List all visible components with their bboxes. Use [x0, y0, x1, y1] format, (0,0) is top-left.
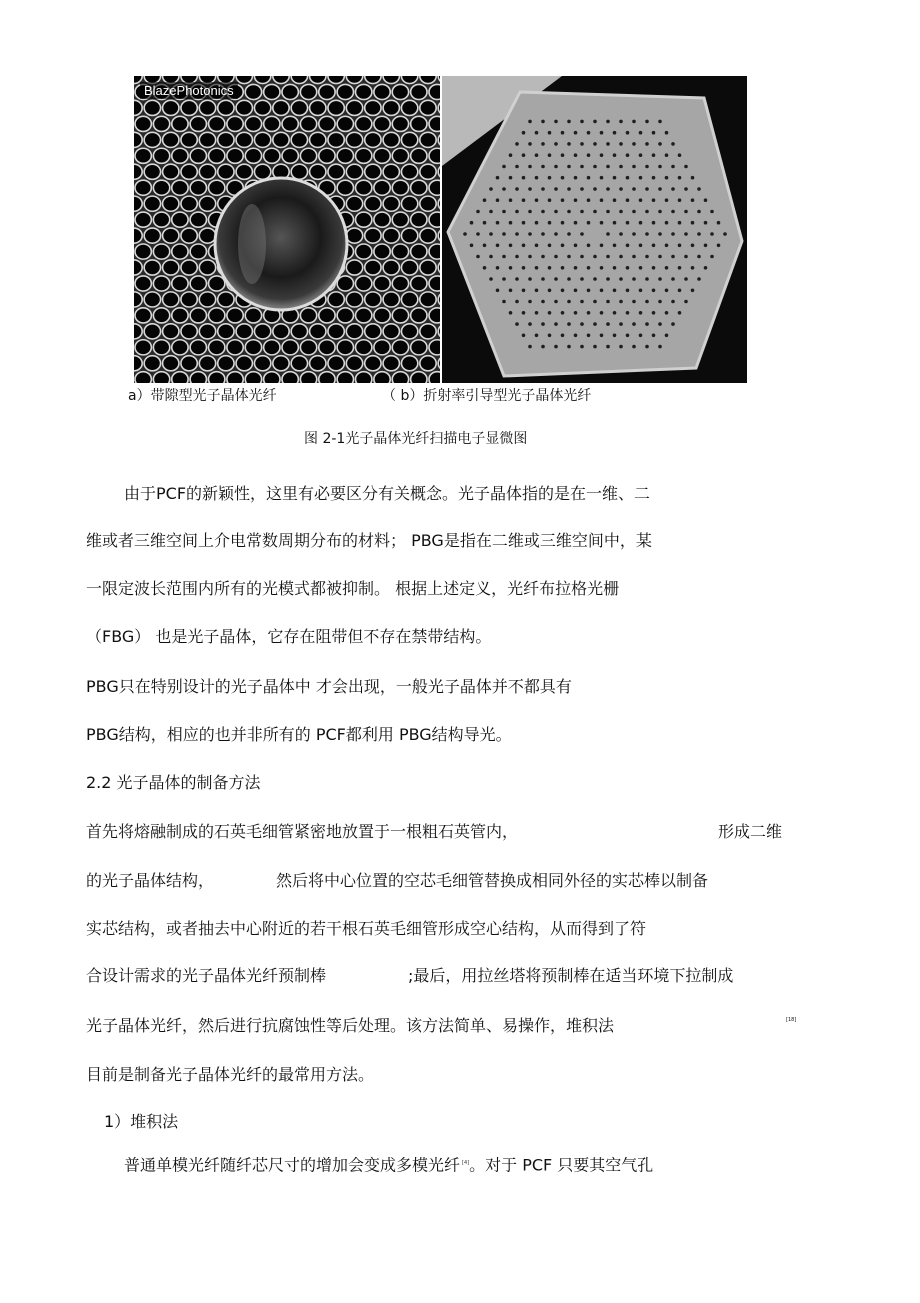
hexagonal-fiber-image	[442, 76, 747, 383]
list-item: 1）堆积法	[104, 1112, 179, 1131]
paragraph-line: 实芯结构，或者抽去中心附近的若干根石英毛细管形成空心结构，从而得到了符	[86, 919, 647, 938]
paragraph-line: 光子晶体光纤，然后进行抗腐蚀性等后处理。该方法简单、易操作，堆积法	[86, 1016, 615, 1035]
citation-ref: [18]	[786, 1017, 797, 1023]
paragraph-text: 普通单模光纤随纤芯尺寸的增加会变成多模光纤	[124, 1155, 461, 1175]
paragraph-line: 首先将熔融制成的石英毛细管紧密地放置于一根粗石英管内，	[86, 822, 519, 841]
watermark-label: BlazePhotonics	[140, 82, 238, 99]
honeycomb-image	[134, 76, 440, 383]
paragraph-line: 然后将中心位置的空芯毛细管替换成相同外径的实芯棒以制备	[276, 871, 709, 890]
paragraph-line: 由于PCF的新颖性，这里有必要区分有关概念。光子晶体指的是在一维、二	[124, 484, 651, 503]
paragraph-line: PBG结构，相应的也并非所有的 PCF都利用 PBG结构导光。	[86, 725, 512, 744]
paragraph-line: 维或者三维空间上介电常数周期分布的材料； PBG是指在二维或三维空间中，某	[86, 531, 652, 550]
paragraph-line: 的光子晶体结构，	[86, 871, 215, 890]
paragraph-line: 一限定波长范围内所有的光模式都被抑制。 根据上述定义，光纤布拉格光栅	[86, 579, 620, 598]
paragraph-line: 合设计需求的光子晶体光纤预制棒	[86, 966, 327, 985]
paragraph-line	[124, 1153, 653, 1175]
figure-a-bandgap-micrograph	[134, 76, 440, 383]
figure-caption: 图 2-1光子晶体光纤扫描电子显微图	[304, 431, 528, 447]
subcaption-a: a）带隙型光子晶体光纤	[128, 388, 277, 404]
paragraph-line: 形成二维	[718, 822, 783, 841]
paragraph-line: 目前是制备光子晶体光纤的最常用方法。	[86, 1065, 375, 1084]
figure-b-index-guiding-micrograph	[442, 76, 747, 383]
subcaption-b: （ b）折射率引导型光子晶体光纤	[382, 388, 592, 404]
section-heading: 2.2 光子晶体的制备方法	[86, 773, 261, 792]
paragraph-line: ;最后，用拉丝塔将预制棒在适当环境下拉制成	[408, 966, 734, 985]
paragraph-line: （FBG） 也是光子晶体，它存在阻带但不存在禁带结构。	[86, 627, 492, 646]
paragraph-text: 。对于 PCF 只要其空气孔	[469, 1155, 654, 1175]
paragraph-line: PBG只在特别设计的光子晶体中 才会出现，一般光子晶体并不都具有	[86, 677, 572, 696]
citation-ref: [4]	[462, 1160, 470, 1166]
